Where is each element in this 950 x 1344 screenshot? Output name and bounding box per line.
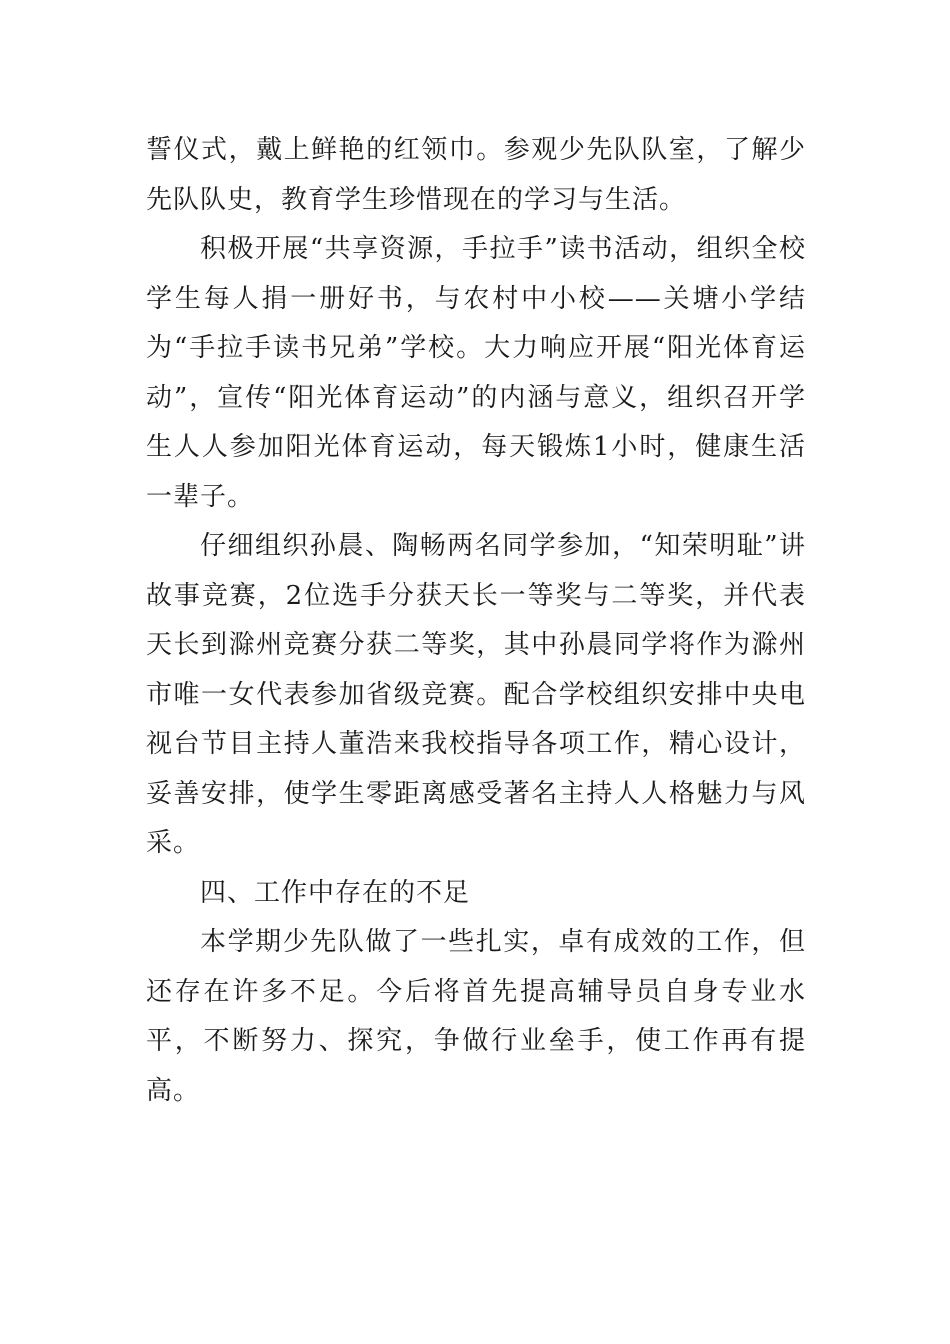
paragraph-reading-activity: 积极开展“共享资源，手拉手”读书活动，组织全校学生每人捐一册好书，与农村中小校——关塘小学结为“手拉手读书兄弟”学校。大力响应开展“阳光体育运动”，宣传“阳光体育运动”的内涵与意义，组织召开学生人人参加阳光体育运动，每天锻炼1小时，健康生活一辈子。 <box>146 234 806 512</box>
paragraph-story-competition: 仔细组织孙晨、陶畅两名同学参加，“知荣明耻”讲故事竞赛，2位选手分获天长一等奖与二等奖，并代表天长到滁州竞赛分获二等奖，其中孙晨同学将作为滁州市唯一女代表参加省级竞赛。配合学校组织安排中央电视台节目主持人董浩来我校指导各项工作，精心设计，妥善安排，使学生零距离感受著名主持人人格魅力与风采。 <box>146 531 806 858</box>
paragraph-continued: 誓仪式，戴上鲜艳的红领巾。参观少先队队室，了解少先队队史，教育学生珍惜现在的学习与生活。 <box>146 135 806 215</box>
paragraph-shortcomings: 本学期少先队做了一些扎实，卓有成效的工作，但还存在许多不足。今后将首先提高辅导员自身专业水平，不断努力、探究，争做行业垒手，使工作再有提高。 <box>146 927 806 1106</box>
section-heading: 四、工作中存在的不足 <box>200 877 471 908</box>
document-body <box>146 126 806 1116</box>
